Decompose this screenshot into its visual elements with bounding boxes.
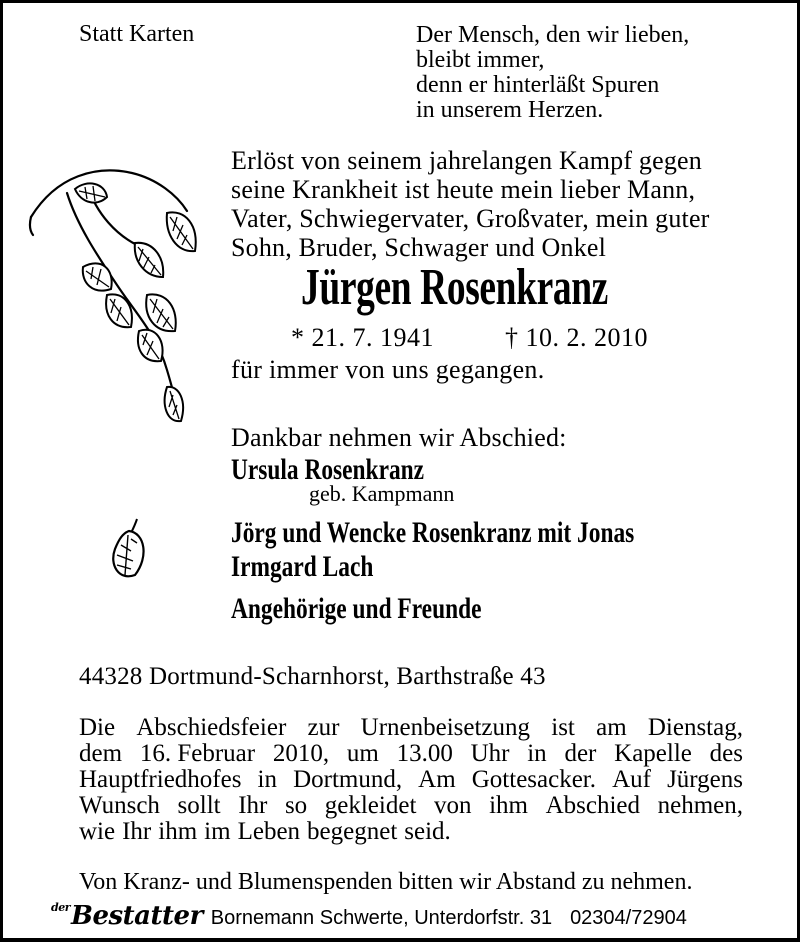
- mourner-widow-maiden-name: geb. Kampmann: [309, 481, 455, 506]
- ceremony-word: um: [346, 740, 379, 767]
- ceremony-word: gekleidet: [324, 792, 417, 819]
- ceremony-line: [79, 819, 743, 845]
- mourners-intro: Dankbar nehmen wir Abschied:: [231, 423, 567, 452]
- ceremony-word: Dienstag,: [647, 714, 743, 741]
- ceremony-word: so: [284, 792, 308, 819]
- ceremony-word: am: [596, 714, 627, 741]
- announcement-closing: für immer von uns gegangen.: [231, 355, 545, 384]
- ceremony-word: dem: [79, 740, 123, 767]
- leaf-icon: [107, 517, 151, 587]
- ceremony-word: von: [434, 792, 472, 819]
- funeral-home-phone: 02304/72904: [570, 907, 687, 929]
- ceremony-word: ist: [551, 714, 575, 741]
- funeral-home-footer: [51, 901, 687, 931]
- intro-line: Sohn, Bruder, Schwager und Onkel: [231, 233, 607, 262]
- intro-line: Vater, Schwiegervater, Großvater, mein guter: [231, 204, 710, 233]
- ceremony-word: Abschiedsfeier: [136, 714, 287, 741]
- ceremony-line: [79, 793, 743, 819]
- ceremony-word: ihm: [489, 792, 528, 819]
- ceremony-word: des: [709, 740, 743, 767]
- funeral-home-logo: [51, 901, 203, 931]
- ceremony-word: nehmen,: [657, 792, 743, 819]
- funeral-home-address: Bornemann Schwerte, Unterdorfstr. 31: [210, 907, 553, 929]
- quote-line: Der Mensch, den wir lieben,: [416, 22, 690, 48]
- ceremony-word: sollt: [177, 792, 221, 819]
- logo-word: Bestatter: [71, 901, 203, 931]
- ceremony-word: wie: [79, 818, 116, 845]
- ceremony-word: begegnet: [307, 818, 398, 845]
- ceremony-word: Die: [79, 714, 116, 741]
- ceremony-word: ihm: [158, 818, 198, 845]
- quote-line: denn er hinterläßt Spuren: [416, 72, 660, 98]
- ceremony-line: [79, 767, 743, 793]
- flowers-note: Von Kranz- und Blumenspenden bitten wir Abstand zu nehmen.: [79, 869, 693, 895]
- header-statt-karten: Statt Karten: [79, 21, 195, 47]
- ceremony-word: Urnenbeisetzung: [360, 714, 531, 741]
- ceremony-word: Kapelle: [614, 740, 692, 767]
- ceremony-details: [79, 715, 743, 845]
- ceremony-word: Abschied: [545, 792, 641, 819]
- ceremony-word: Am: [418, 766, 456, 793]
- ceremony-word: Uhr: [470, 740, 510, 767]
- mourner-family-1: Jörg und Wencke Rosenkranz mit Jonas: [231, 516, 635, 549]
- logo-prefix: der: [51, 901, 70, 914]
- ceremony-word: Dortmund,: [293, 766, 403, 793]
- mourner-family-2: Irmgard Lach: [231, 550, 374, 583]
- ceremony-word: Ihr: [238, 792, 268, 819]
- birth-date: * 21. 7. 1941: [291, 323, 434, 352]
- ceremony-word: zur: [307, 714, 340, 741]
- intro-line: seine Krankheit ist heute mein lieber Mann,: [231, 175, 696, 204]
- mourner-family-3: Angehörige und Freunde: [231, 592, 482, 625]
- ceremony-word: der: [564, 740, 597, 767]
- death-date: † 10. 2. 2010: [505, 323, 648, 352]
- ceremony-word: Jürgens: [667, 766, 743, 793]
- mourner-widow: Ursula Rosenkranz: [231, 453, 425, 486]
- ceremony-word: Ihr: [122, 818, 152, 845]
- ceremony-word: 16. Februar: [139, 740, 256, 767]
- ceremony-word: Gottesacker.: [471, 766, 597, 793]
- ceremony-line: [79, 715, 743, 741]
- announcement-intro: [231, 146, 710, 262]
- ceremony-line: [79, 741, 743, 767]
- intro-line: Erlöst von seinem jahrelangen Kampf gegen: [231, 146, 702, 175]
- ceremony-word: in: [257, 766, 277, 793]
- ceremony-word: Wunsch: [79, 792, 160, 819]
- ceremony-word: Auf: [612, 766, 651, 793]
- deceased-name: Jürgen Rosenkranz: [301, 259, 608, 316]
- ceremony-word: 2010,: [272, 740, 330, 767]
- ceremony-word: seid.: [404, 818, 451, 845]
- ceremony-word: Leben: [237, 818, 301, 845]
- ceremony-word: im: [204, 818, 231, 845]
- memorial-quote: [416, 23, 689, 123]
- birch-branch-icon: [27, 165, 207, 435]
- quote-line: bleibt immer,: [416, 47, 545, 73]
- quote-line: in unserem Herzen.: [416, 97, 604, 123]
- family-address: 44328 Dortmund-Scharnhorst, Barthstraße 43: [79, 663, 546, 690]
- ceremony-word: Hauptfriedhofes: [79, 766, 242, 793]
- ceremony-word: 13.00: [396, 740, 453, 767]
- ceremony-word: in: [527, 740, 547, 767]
